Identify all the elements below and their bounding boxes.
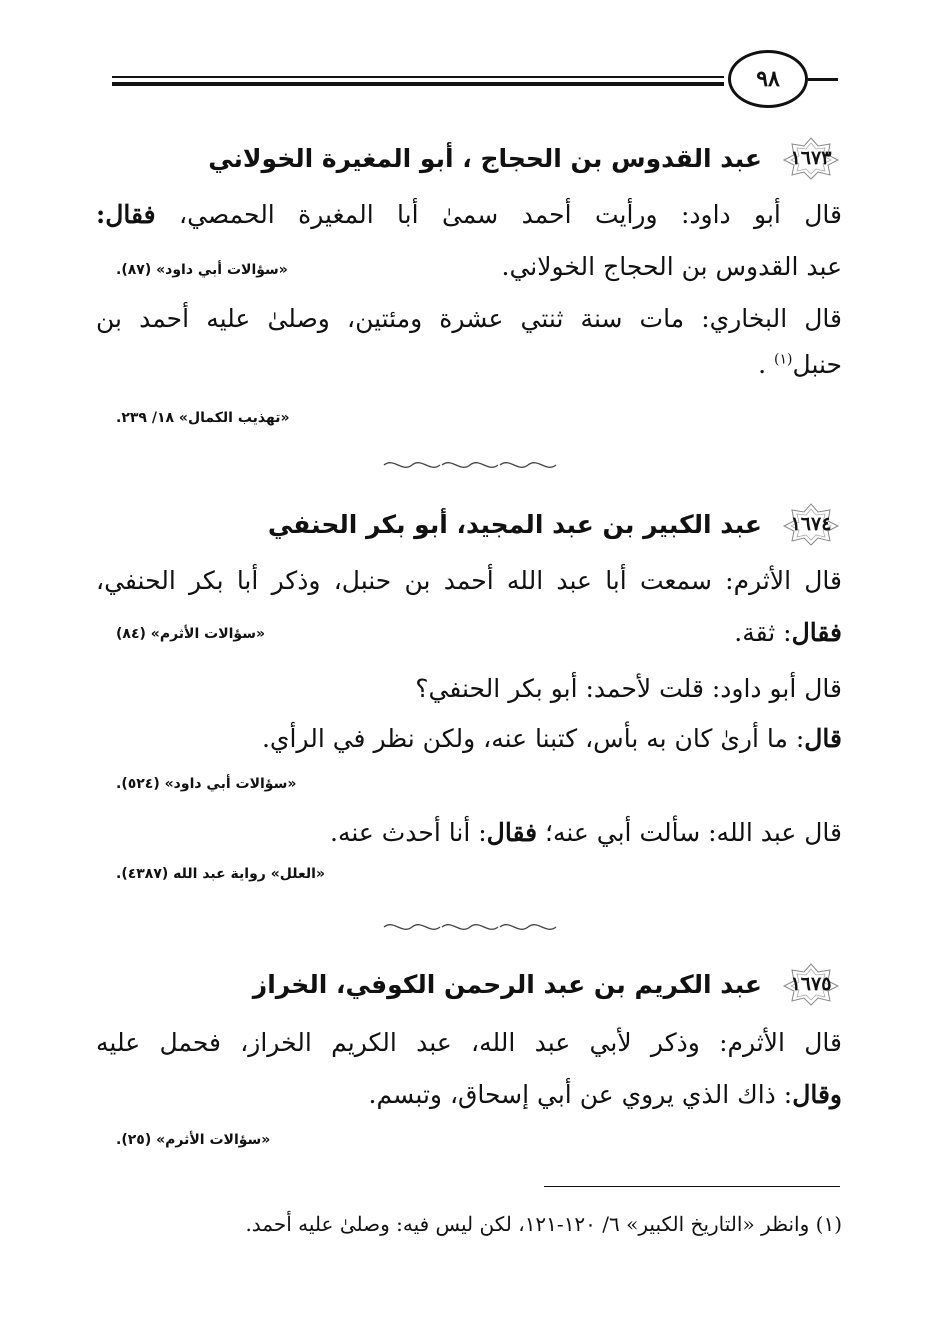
entry-number: ١٦٧٤ bbox=[790, 513, 832, 535]
paragraph-line: قال عبد الله: سألت أبي عنه؛ فقال: أنا أحدث عنه. bbox=[330, 818, 842, 847]
paragraph-line: قال الأثرم: وذكر لأبي عبد الله، عبد الكريم الخراز، فحمل عليه bbox=[96, 1028, 842, 1057]
entry-number: ١٦٧٥ bbox=[790, 973, 832, 995]
source-reference: «سؤالات أبي داود» (٨٧). bbox=[116, 262, 288, 278]
header-rule-thick bbox=[112, 82, 724, 86]
paragraph-line: قال البخاري: مات سنة ثنتي عشرة ومئتين، وصلىٰ عليه أحمد بن bbox=[96, 304, 842, 333]
source-reference: «سؤالات الأثرم» (٨٤) bbox=[116, 626, 266, 642]
paragraph-line: قال أبو داود: قلت لأحمد: أبو بكر الحنفي؟ bbox=[415, 674, 842, 703]
footnote-separator bbox=[544, 1186, 840, 1187]
header-rule-tail bbox=[808, 78, 838, 81]
footnote-marker: (١) bbox=[774, 351, 793, 368]
entry-number-badge bbox=[780, 962, 842, 1006]
header-rule bbox=[112, 76, 724, 78]
source-reference: «العلل» رواية عبد الله (٤٣٨٧). bbox=[116, 866, 325, 882]
source-reference: «سؤالات الأثرم» (٢٥). bbox=[116, 1132, 271, 1148]
paragraph-line: قال: ما أرىٰ كان به بأس، كتبنا عنه، ولكن نظر في الرأي. bbox=[261, 724, 842, 753]
paragraph-line: عبد القدوس بن الحجاج الخولاني. bbox=[501, 252, 842, 281]
page-number: ٩٨ bbox=[728, 50, 808, 108]
source-reference: «تهذيب الكمال» ١٨/ ٢٣٩. bbox=[116, 410, 290, 426]
entry-title: عبد القدوس بن الحجاج ، أبو المغيرة الخولاني bbox=[208, 143, 762, 173]
entry-heading-1674 bbox=[268, 502, 842, 546]
paragraph-line: فقال: ثقة. bbox=[734, 618, 842, 647]
entry-heading-1675 bbox=[253, 962, 842, 1006]
source-reference: «سؤالات أبي داود» (٥٢٤). bbox=[116, 776, 297, 792]
paragraph-line: قال الأثرم: سمعت أبا عبد الله أحمد بن حنبل، وذكر أبا بكر الحنفي، bbox=[96, 566, 842, 595]
entry-title: عبد الكبير بن عبد المجيد، أبو بكر الحنفي bbox=[267, 509, 762, 539]
paragraph-line: قال أبو داود: ورأيت أحمد سمىٰ أبا المغيرة الحمصي، فقال: bbox=[96, 200, 842, 229]
paragraph-line: وقال: ذاك الذي يروي عن أبي إسحاق، وتبسم. bbox=[368, 1080, 842, 1109]
footnote: (١) وانظر «التاريخ الكبير» ٦/ ١٢٠-١٢١، لكن ليس فيه: وصلىٰ عليه أحمد. bbox=[245, 1212, 842, 1236]
ornament-divider bbox=[380, 456, 560, 474]
entry-heading-1673 bbox=[208, 136, 842, 180]
entry-number: ١٦٧٣ bbox=[790, 147, 832, 169]
paragraph-line: حنبل$^{(١)}$ . bbox=[758, 350, 842, 379]
entry-number-badge bbox=[780, 136, 842, 180]
entry-number-badge bbox=[780, 502, 842, 546]
entry-title: عبد الكريم بن عبد الرحمن الكوفي، الخراز bbox=[252, 969, 762, 999]
ornament-divider bbox=[380, 918, 560, 936]
